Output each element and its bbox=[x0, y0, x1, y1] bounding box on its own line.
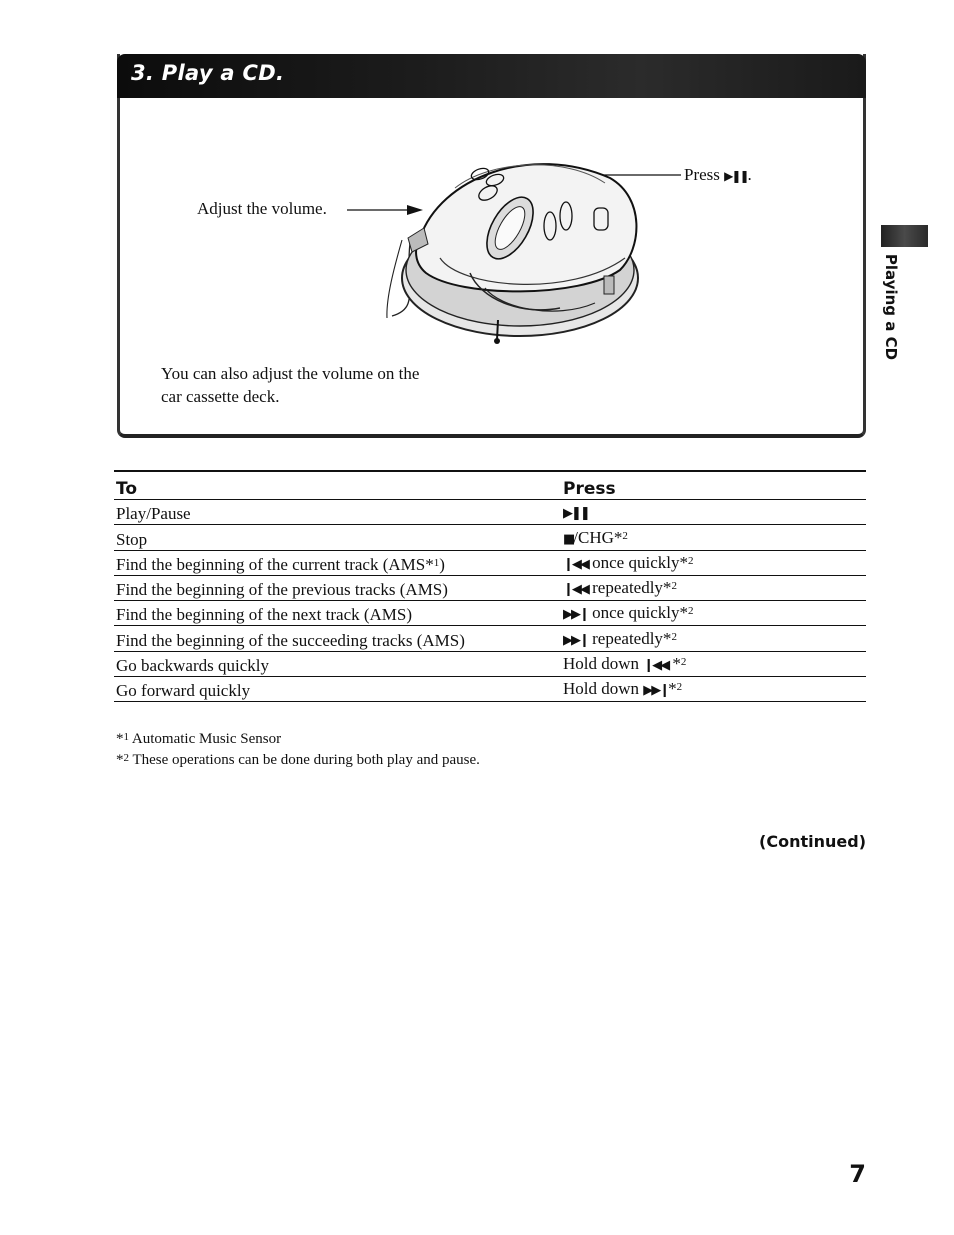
play-pause-icon: ▶❚❚ bbox=[563, 506, 589, 522]
table-row bbox=[114, 601, 866, 626]
press-prefix: Hold down bbox=[563, 654, 644, 674]
row-action: Go backwards quickly bbox=[114, 651, 561, 676]
table-row bbox=[114, 500, 866, 525]
footnote-ref: 2 bbox=[680, 656, 687, 669]
row-press bbox=[561, 601, 866, 626]
press-text: once quickly* bbox=[587, 552, 688, 572]
press-text: /CHG* bbox=[573, 527, 623, 547]
table-header-row bbox=[114, 471, 866, 500]
previous-track-icon: ❙◀◀ bbox=[563, 556, 588, 572]
footnotes bbox=[116, 729, 480, 771]
press-text: repeatedly* bbox=[587, 578, 672, 598]
volume-note bbox=[161, 362, 419, 408]
next-track-icon: ▶▶❙ bbox=[563, 607, 588, 623]
press-text: repeatedly* bbox=[587, 628, 672, 648]
action-text: Find the beginning of the current track (AMS* bbox=[116, 554, 434, 574]
footnote-1-mark: * bbox=[116, 731, 124, 747]
press-text: * bbox=[668, 654, 681, 674]
table-row bbox=[114, 550, 866, 575]
previous-track-icon: ❙◀◀ bbox=[643, 658, 669, 674]
header-press: Press bbox=[561, 471, 866, 500]
row-press bbox=[561, 500, 866, 525]
table-row bbox=[114, 626, 866, 651]
row-action: Find the beginning of the previous tracks (AMS) bbox=[114, 575, 561, 600]
row-action: Find the beginning of the succeeding tracks (AMS) bbox=[114, 626, 561, 651]
cd-player-illustration bbox=[380, 148, 650, 348]
header-to: To bbox=[114, 471, 561, 500]
footnote-ref: 2 bbox=[687, 605, 694, 618]
play-pause-icon: ▶❚❚ bbox=[724, 169, 748, 183]
press-prefix: Hold down bbox=[563, 679, 644, 699]
table-row bbox=[114, 575, 866, 600]
side-tab-label: Playing a CD bbox=[882, 253, 900, 361]
row-press bbox=[561, 626, 866, 651]
footnote-2-number: 2 bbox=[123, 752, 129, 764]
footnote-ref: 1 bbox=[433, 556, 440, 569]
footnote-2-text: These operations can be done during both play and pause. bbox=[129, 752, 480, 768]
footnote-2 bbox=[116, 750, 480, 771]
row-press bbox=[561, 525, 866, 550]
row-press bbox=[561, 575, 866, 600]
table-row bbox=[114, 525, 866, 550]
row-action: Stop bbox=[114, 525, 561, 550]
row-action: Play/Pause bbox=[114, 500, 561, 525]
callout-press-play bbox=[684, 165, 752, 185]
press-text: * bbox=[668, 679, 677, 699]
side-tab bbox=[876, 253, 906, 361]
step-header bbox=[117, 54, 866, 98]
footnote-1-number: 1 bbox=[123, 731, 129, 743]
next-track-icon: ▶▶❙ bbox=[563, 632, 588, 648]
volume-note-line-2: car cassette deck. bbox=[161, 387, 280, 406]
footnote-2-mark: * bbox=[116, 752, 124, 768]
action-text-after: ) bbox=[439, 554, 445, 574]
callout-adjust-volume-text: Adjust the volume. bbox=[197, 199, 327, 218]
callout-press-suffix: . bbox=[747, 165, 752, 184]
row-press bbox=[561, 651, 866, 676]
operations-table bbox=[114, 470, 866, 702]
footnote-ref: 2 bbox=[671, 630, 677, 643]
continued-label: (Continued) bbox=[759, 832, 866, 851]
volume-note-line-1: You can also adjust the volume on the bbox=[161, 364, 420, 383]
callout-press-text: Press bbox=[684, 165, 720, 184]
table-row bbox=[114, 651, 866, 676]
press-text: once quickly* bbox=[587, 603, 688, 623]
footnote-1-text: Automatic Music Sensor bbox=[129, 731, 282, 747]
row-action bbox=[114, 550, 561, 575]
table-row bbox=[114, 677, 866, 702]
page-number: 7 bbox=[849, 1160, 866, 1188]
row-action: Find the beginning of the next track (AMS) bbox=[114, 601, 561, 626]
row-press bbox=[561, 550, 866, 575]
callout-adjust-volume bbox=[197, 199, 327, 219]
side-tab-marker bbox=[881, 225, 928, 247]
step-title: 3. Play a CD. bbox=[131, 61, 285, 85]
row-press bbox=[561, 677, 866, 702]
next-track-icon: ▶▶❙ bbox=[643, 683, 669, 699]
footnote-1 bbox=[116, 729, 480, 750]
footnote-ref: 2 bbox=[676, 681, 683, 694]
footnote-ref: 2 bbox=[687, 554, 694, 567]
footnote-ref: 2 bbox=[622, 529, 628, 542]
stop-icon: ■ bbox=[563, 531, 574, 547]
row-action: Go forward quickly bbox=[114, 677, 561, 702]
footnote-ref: 2 bbox=[671, 580, 677, 593]
previous-track-icon: ❙◀◀ bbox=[563, 582, 588, 598]
